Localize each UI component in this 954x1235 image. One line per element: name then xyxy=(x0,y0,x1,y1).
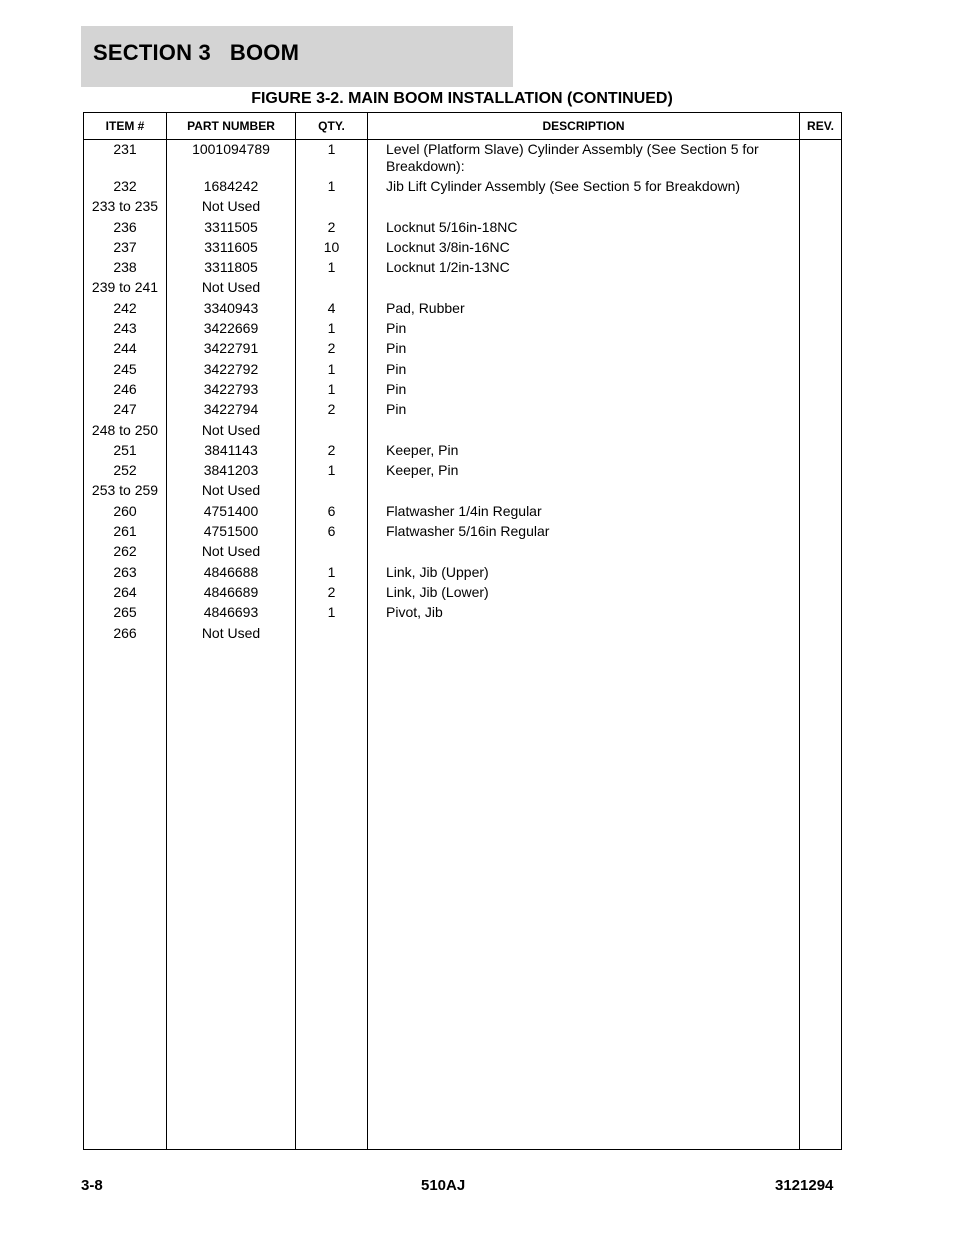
table-row xyxy=(84,141,841,178)
table-row xyxy=(84,239,841,259)
part-number-cell: 3340943 xyxy=(203,299,259,316)
table-row xyxy=(84,340,841,360)
table-row xyxy=(84,381,841,401)
description-cell: Pin xyxy=(386,401,407,418)
part-number-cell: 3422669 xyxy=(203,320,259,337)
table-row xyxy=(84,178,841,198)
item-cell: 264 xyxy=(113,583,137,600)
table-row xyxy=(84,279,841,299)
parts-table xyxy=(83,112,842,1150)
model-name: 510AJ xyxy=(421,1177,466,1194)
part-number-cell: 4846693 xyxy=(203,604,259,621)
part-number-cell: Not Used xyxy=(201,624,261,641)
item-cell: 265 xyxy=(113,604,137,621)
part-number-cell: Not Used xyxy=(201,482,261,499)
part-number-cell: 3311805 xyxy=(204,259,258,276)
qty-cell: 6 xyxy=(327,523,336,540)
item-cell: 253 to 259 xyxy=(91,482,159,499)
table-row xyxy=(84,361,841,381)
part-number-cell: 4846688 xyxy=(203,563,259,580)
table-row xyxy=(84,604,841,624)
item-cell: 236 xyxy=(113,218,137,235)
table-row xyxy=(84,584,841,604)
item-cell: 238 xyxy=(113,259,137,276)
item-cell: 231 xyxy=(113,141,137,157)
item-cell: 251 xyxy=(113,441,137,458)
document-number: 3121294 xyxy=(775,1177,834,1194)
description-cell: Link, Jib (Lower) xyxy=(386,583,489,600)
item-cell: 260 xyxy=(113,502,137,519)
section-banner xyxy=(81,26,513,87)
part-number-cell: 4751500 xyxy=(203,523,259,540)
qty-cell: 4 xyxy=(327,299,336,316)
part-number-cell: Not Used xyxy=(201,543,261,560)
table-body xyxy=(84,141,841,645)
table-row xyxy=(84,442,841,462)
page-number: 3-8 xyxy=(81,1177,103,1194)
item-cell: 232 xyxy=(113,178,137,194)
header-item: ITEM # xyxy=(105,119,145,133)
table-row xyxy=(84,198,841,218)
item-cell: 233 to 235 xyxy=(91,198,159,215)
item-cell: 247 xyxy=(113,401,137,418)
item-cell: 266 xyxy=(113,624,137,641)
qty-cell: 1 xyxy=(327,604,336,621)
qty-cell: 2 xyxy=(327,218,336,235)
description-cell: Pad, Rubber xyxy=(386,299,465,316)
qty-cell: 1 xyxy=(327,360,336,377)
description-cell: Level (Platform Slave) Cylinder Assembly (See Section 5 for Breakdown): xyxy=(386,141,759,174)
description-cell: Flatwasher 5/16in Regular xyxy=(386,523,550,540)
qty-cell: 1 xyxy=(327,320,336,337)
qty-cell: 2 xyxy=(327,401,336,418)
table-row xyxy=(84,482,841,502)
qty-cell: 1 xyxy=(327,178,336,194)
item-cell: 239 to 241 xyxy=(91,279,159,296)
qty-cell: 1 xyxy=(327,563,336,580)
item-cell: 262 xyxy=(113,543,137,560)
table-row xyxy=(84,219,841,239)
description-cell: Locknut 5/16in-18NC xyxy=(386,218,518,235)
part-number-cell: Not Used xyxy=(201,279,261,296)
part-number-cell: 3841203 xyxy=(203,462,259,479)
qty-cell: 1 xyxy=(327,462,336,479)
description-cell: Link, Jib (Upper) xyxy=(386,563,489,580)
part-number-cell: 3311605 xyxy=(204,238,258,255)
qty-cell: 1 xyxy=(327,380,336,397)
table-row xyxy=(84,259,841,279)
item-cell: 263 xyxy=(113,563,137,580)
description-cell: Keeper, Pin xyxy=(386,441,459,458)
item-cell: 248 to 250 xyxy=(91,421,159,438)
header-part-number: PART NUMBER xyxy=(187,119,275,133)
part-number-cell: 3841143 xyxy=(204,441,258,458)
header-divider xyxy=(84,139,841,140)
item-cell: 243 xyxy=(113,320,137,337)
qty-cell: 1 xyxy=(327,141,336,157)
description-cell: Pin xyxy=(386,340,407,357)
description-cell: Pin xyxy=(386,320,407,337)
table-row xyxy=(84,320,841,340)
description-cell: Flatwasher 1/4in Regular xyxy=(386,502,542,519)
part-number-cell: 3422792 xyxy=(203,360,259,377)
item-cell: 244 xyxy=(113,340,137,357)
part-number-cell: 4846689 xyxy=(203,583,259,600)
description-cell: Locknut 1/2in-13NC xyxy=(386,259,510,276)
table-row xyxy=(84,401,841,421)
part-number-cell: 3422793 xyxy=(203,380,259,397)
qty-cell: 2 xyxy=(327,340,336,357)
item-cell: 245 xyxy=(113,360,137,377)
description-cell: Keeper, Pin xyxy=(386,462,459,479)
item-cell: 242 xyxy=(113,299,137,316)
qty-cell: 1 xyxy=(327,259,336,276)
part-number-cell: 3311505 xyxy=(204,218,258,235)
table-row xyxy=(84,462,841,482)
part-number-cell: Not Used xyxy=(201,198,261,215)
item-cell: 237 xyxy=(113,238,137,255)
table-row xyxy=(84,422,841,442)
qty-cell: 6 xyxy=(327,502,336,519)
table-row xyxy=(84,503,841,523)
section-title: SECTION 3 BOOM xyxy=(93,40,300,65)
header-rev: REV. xyxy=(807,119,834,133)
part-number-cell: 1684242 xyxy=(203,178,259,194)
qty-cell: 10 xyxy=(323,238,340,255)
item-cell: 246 xyxy=(113,380,137,397)
table-row xyxy=(84,300,841,320)
part-number-cell: 1001094789 xyxy=(192,141,270,157)
item-cell: 252 xyxy=(113,462,137,479)
header-qty: QTY. xyxy=(318,119,345,133)
table-row xyxy=(84,564,841,584)
part-number-cell: Not Used xyxy=(201,421,261,438)
description-cell: Locknut 3/8in-16NC xyxy=(386,238,510,255)
description-cell: Pin xyxy=(386,360,407,377)
description-cell: Pivot, Jib xyxy=(386,604,443,621)
qty-cell: 2 xyxy=(327,583,336,600)
qty-cell: 2 xyxy=(327,441,336,458)
part-number-cell: 3422794 xyxy=(203,401,259,418)
description-cell: Jib Lift Cylinder Assembly (See Section 5 for Breakdown) xyxy=(386,178,741,194)
table-row xyxy=(84,625,841,645)
figure-title: FIGURE 3-2. MAIN BOOM INSTALLATION (CONTINUED) xyxy=(251,90,673,107)
item-cell: 261 xyxy=(113,523,137,540)
part-number-cell: 4751400 xyxy=(203,502,259,519)
table-row xyxy=(84,523,841,543)
part-number-cell: 3422791 xyxy=(203,340,259,357)
table-row xyxy=(84,543,841,563)
description-cell: Pin xyxy=(386,380,407,397)
header-description: DESCRIPTION xyxy=(542,119,625,133)
